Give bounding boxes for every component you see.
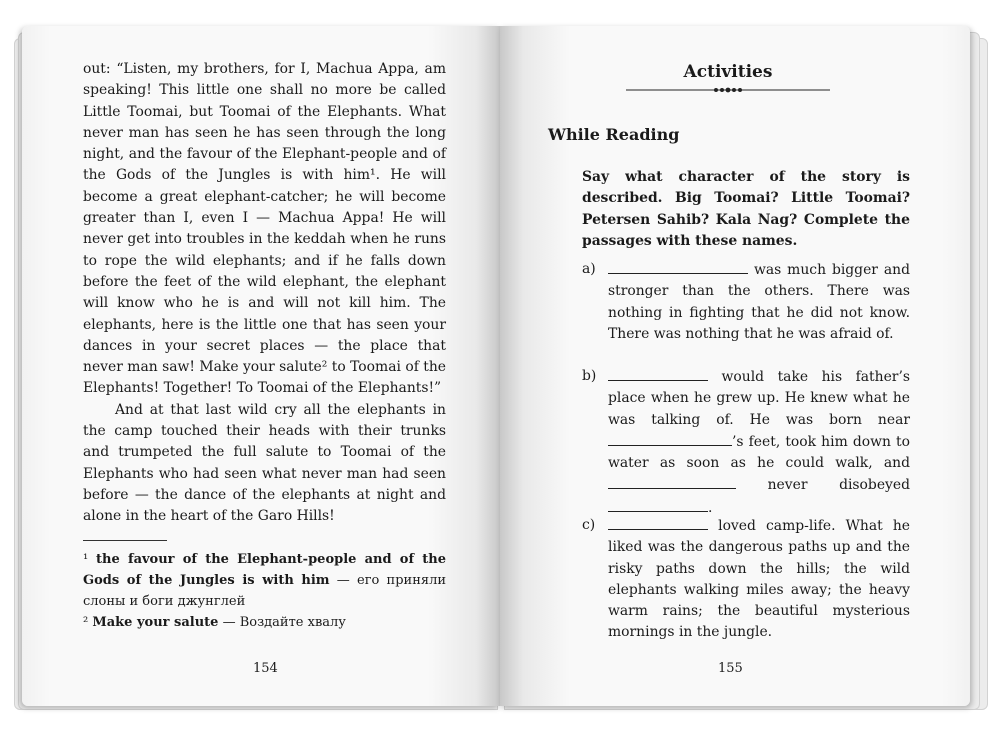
answer-blank[interactable] [608,515,708,530]
while-reading-subheading: While Reading [548,125,680,144]
task-a [582,259,910,345]
story-paragraph-2: And at that last wild cry all the elephants in the camp touched their heads with their trunks and trumpeted the full salute to Toomai of the Elephants who had seen what never man had seen before — the dance of the elephants at night and alone in the heart of the Garo Hills! [83,401,446,525]
task-text: would take his father’s place when he grew up. He knew what he was talking of. He was born near [608,369,910,428]
footnote-marker: ² [83,615,89,631]
footnote-divider [83,540,167,541]
task-label: c) [582,517,596,533]
answer-blank[interactable] [608,259,748,274]
footnote-phrase: the favour of the Elephant-people and of the Gods of the Jungles is with him [83,551,446,588]
task-text: never disobeyed [736,477,910,494]
answer-blank[interactable] [608,474,736,489]
task-c [582,515,910,644]
answer-blank[interactable] [608,366,708,381]
task-text: was much bigger and stronger than the others. There was nothing in fighting that he did not know. There was nothing that he was afraid of. [608,262,910,342]
task-b [582,366,910,519]
answer-blank[interactable] [608,497,708,512]
story-paragraph-1: out: “Listen, my brothers, for I, Machua Appa, am speaking! This little one shall no more be called Little Toomai, but Toomai of the Elephants. What never man has seen he has seen through the long night, and the favour of the Elephant-people and of the Gods of the Jungles is with him¹. He will become a great elephant-catcher; he will become greater than I, even I — Machua Appa! He will never get into troubles in the keddah when he runs to rope the wild elephants; and if he falls down before the feet of the wild elephant, the elephant will know who he is and will not kill him. The elephants, here is the little one that has seen your dances in your secret places — the place that never man saw! Make your salute² to Toomai of the Elephants! Together! To Toomai of the Elephants!” [83,61,447,397]
footnote-2 [83,612,446,633]
answer-blank[interactable] [608,431,732,446]
task-label: b) [582,368,597,384]
task-text: . [708,499,713,516]
page-number-right: 155 [718,661,743,676]
page-number-left: 154 [253,661,278,676]
footnote-gloss: — Воздайте хвалу [218,615,346,631]
heading-ornament [626,87,830,93]
footnote-gloss: — его приняли слоны и боги джунглей [83,572,446,610]
footnote-marker: ¹ [83,551,89,567]
task-instruction: Say what character of the story is described. Big Toomai? Little Toomai? Petersen Sahib? Kala Nag? Complete the passages with these names. [582,169,910,249]
activities-heading: Activities [683,62,773,82]
task-text: loved camp-life. What he liked was the dangerous paths up and the risky paths down the hills; the wild elephants walking miles away; the heavy warm rains; the beautiful mysterious mornings in the jungle. [608,518,910,641]
footnote-phrase: Make your salute [92,615,219,631]
footnote-1 [83,549,446,613]
task-text: ’s feet, took him down to water as soon as he could walk, and [608,433,910,472]
left-page-text [83,59,446,634]
task-label: a) [582,261,596,277]
